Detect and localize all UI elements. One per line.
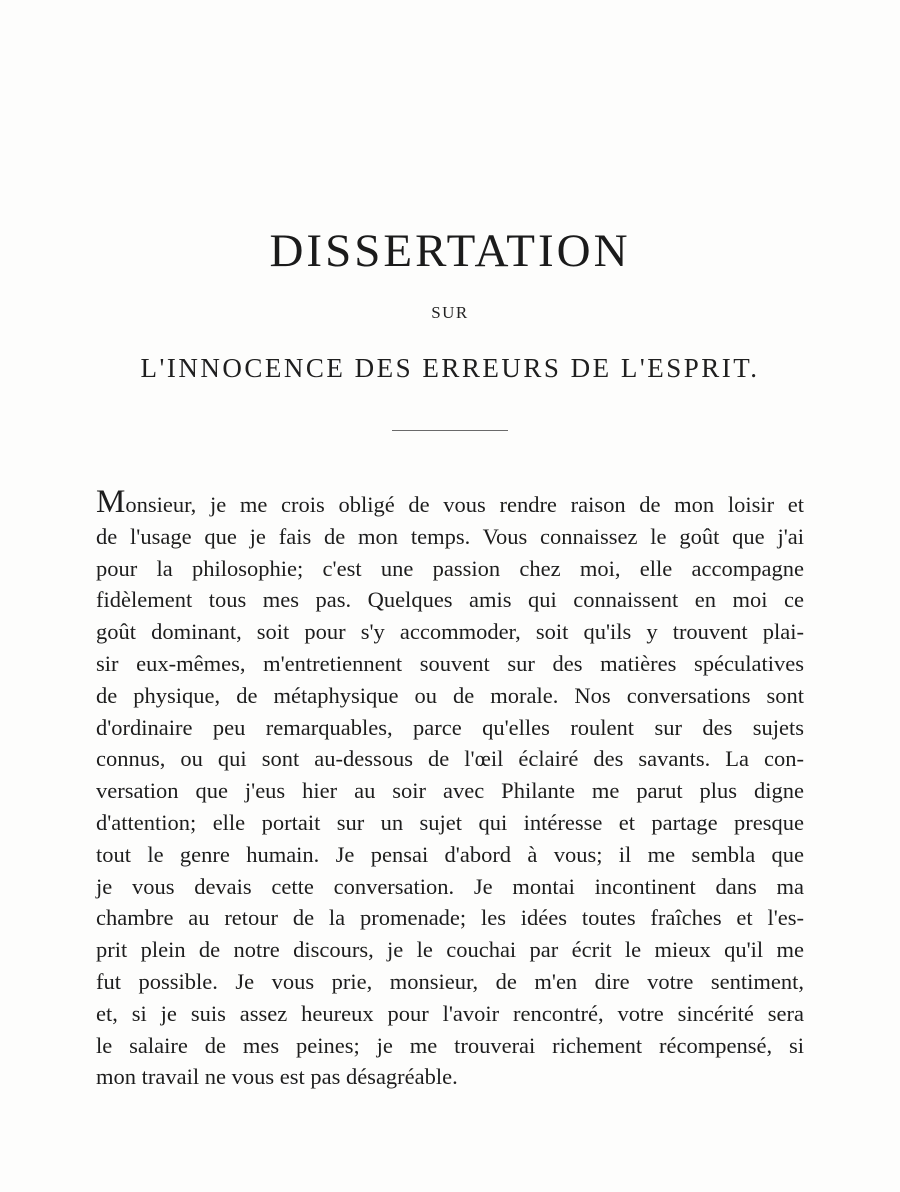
body-line: d'ordinaire peu remarquables, parce qu'elles roulent sur des sujets	[96, 714, 804, 740]
page-title: DISSERTATION	[269, 225, 631, 277]
body-line: et, si je suis assez heureux pour l'avoir rencontré, votre sincérité sera	[96, 1000, 804, 1026]
drop-cap: M	[96, 484, 126, 520]
body-line: le salaire de mes peines; je me trouverai richement récompensé, si	[96, 1032, 804, 1058]
body-line	[96, 484, 804, 521]
body-line: fidèlement tous mes pas. Quelques amis qui connaissent en moi ce	[96, 587, 804, 613]
body-line: fut possible. Je vous prie, monsieur, de m'en dire votre sentiment,	[96, 968, 804, 994]
body-line: de l'usage que je fais de mon temps. Vous connaissez le goût que j'ai	[96, 523, 804, 549]
body-line: mon travail ne vous est pas désagréable.	[96, 1064, 458, 1090]
body-line: de physique, de métaphysique ou de morale. Nos conversations sont	[96, 682, 804, 708]
title-divider	[392, 430, 508, 431]
body-line: pour la philosophie; c'est une passion chez moi, elle accompagne	[96, 555, 804, 581]
body-line: je vous devais cette conversation. Je montai incontinent dans ma	[96, 873, 804, 899]
title-connector: SUR	[431, 303, 469, 322]
body-line: versation que j'eus hier au soir avec Philante me parut plus digne	[96, 778, 804, 804]
body-line: d'attention; elle portait sur un sujet qui intéresse et partage presque	[96, 809, 804, 835]
body-line: sir eux-mêmes, m'entretiennent souvent sur des matières spéculatives	[96, 650, 804, 676]
body-line: prit plein de notre discours, je le couchai par écrit le mieux qu'il me	[96, 937, 804, 963]
body-line: chambre au retour de la promenade; les idées toutes fraîches et l'es-	[96, 905, 804, 931]
body-line-text: onsieur, je me crois obligé de vous rendre raison de mon loisir et	[125, 492, 804, 517]
body-line: goût dominant, soit pour s'y accommoder, soit qu'ils y trouvent plai-	[96, 619, 804, 645]
body-paragraph	[96, 484, 804, 1093]
body-line: tout le genre humain. Je pensai d'abord à vous; il me sembla que	[96, 841, 804, 867]
body-line: connus, ou qui sont au-dessous de l'œil éclairé des savants. La con-	[96, 746, 804, 772]
page-subtitle: L'INNOCENCE DES ERREURS DE L'ESPRIT.	[140, 353, 760, 383]
